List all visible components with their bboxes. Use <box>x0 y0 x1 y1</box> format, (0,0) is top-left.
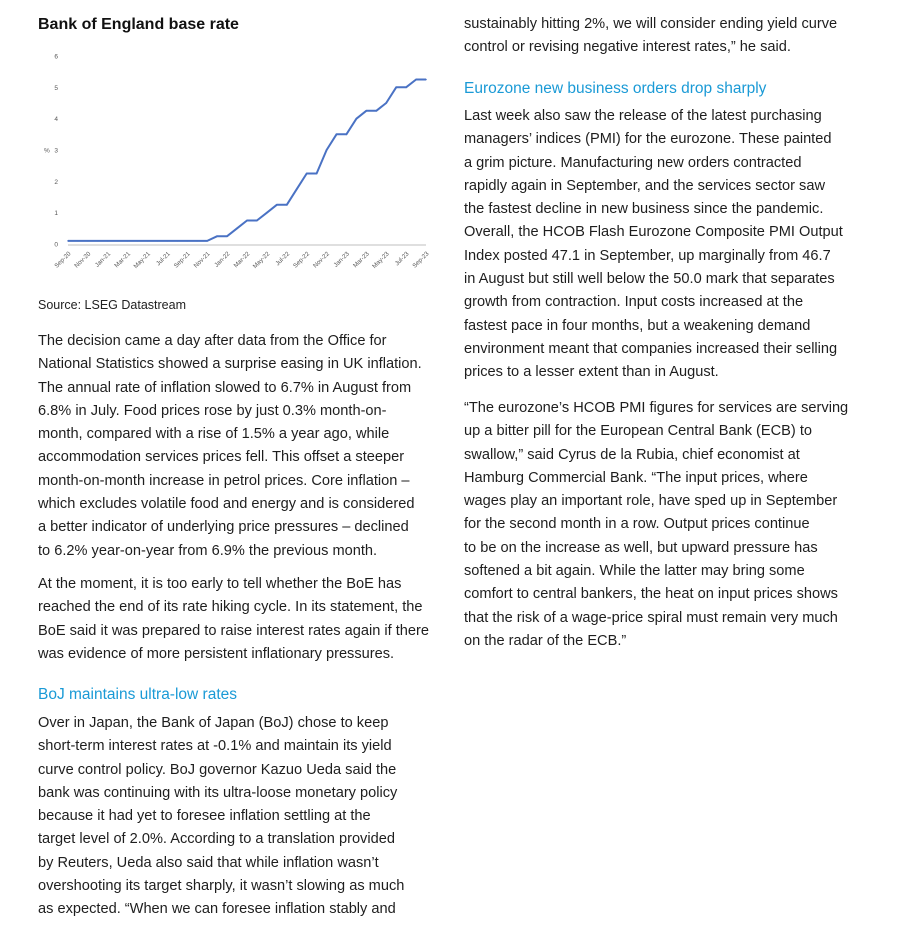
data-point <box>77 240 79 242</box>
paragraph <box>464 13 884 60</box>
text-line: softened a bit again. While the latter may bring some <box>464 563 805 580</box>
data-point <box>236 228 238 230</box>
data-point <box>266 212 268 214</box>
x-tick-label: Mar-21 <box>113 250 133 270</box>
text-line: environment meant that companies increased their selling <box>464 340 838 357</box>
text-line: a better indicator of underlying price pressures – declined <box>38 519 409 536</box>
x-tick-label: Sep-23 <box>411 250 431 270</box>
data-point <box>167 240 169 242</box>
text-line: rapidly again in September, and the services sector saw <box>464 177 825 194</box>
x-tick-label: Mar-23 <box>351 250 371 270</box>
data-point <box>97 240 99 242</box>
text-line: accommodation services prices fell. This offset a steeper <box>38 449 405 466</box>
x-tick-label: Sep-22 <box>292 250 312 270</box>
x-tick-label: Nov-20 <box>73 250 93 270</box>
text-line: as expected. “When we can foresee inflation stably and <box>38 901 396 918</box>
data-point <box>177 240 179 242</box>
data-point <box>206 240 208 242</box>
paragraph <box>38 712 442 922</box>
text-line: National Statistics showed a surprise easing in UK inflation. <box>38 356 422 373</box>
data-point <box>246 220 248 222</box>
data-point <box>127 240 129 242</box>
text-line: reached the end of its rate hiking cycle. In its statement, the <box>38 599 423 616</box>
chart-svg <box>38 44 438 284</box>
text-line: wages play an important role, have sped up in September <box>464 493 838 510</box>
text-line: overshooting its target sharply, it wasn’t slowing as much <box>38 878 405 895</box>
series-line-base-rate <box>68 80 426 241</box>
x-tick-label: May-23 <box>371 250 391 271</box>
section-heading-boj: BoJ maintains ultra-low rates <box>38 686 237 703</box>
section-heading-eurozone: Eurozone new business orders drop sharply <box>464 80 767 97</box>
text-line: Over in Japan, the Bank of Japan (BoJ) chose to keep <box>38 715 389 731</box>
text-line: bank was continuing with its ultra-loose monetary policy <box>38 784 398 801</box>
text-line: month-on-month increase in petrol prices. Core inflation – <box>38 472 410 489</box>
paragraph <box>464 397 884 653</box>
x-tick-label: Nov-22 <box>311 250 331 270</box>
data-point <box>326 149 328 151</box>
data-point <box>336 134 338 136</box>
text-line: in August but still well below the 50.0 mark that separates <box>464 271 835 288</box>
text-line: the fastest decline in new business since the pandemic. <box>464 201 824 218</box>
text-line: fastest pace in four months, but a weakening demand <box>464 317 811 334</box>
data-point <box>67 240 69 242</box>
y-tick-label: 0 <box>54 241 58 249</box>
text-line: growth from contraction. Input costs increased at the <box>464 294 804 311</box>
data-point <box>276 204 278 206</box>
y-tick-label: 5 <box>54 84 58 92</box>
data-point <box>306 173 308 175</box>
text-line: target level of 2.0%. According to a translation provided <box>38 831 395 848</box>
data-point <box>137 240 139 242</box>
data-point <box>395 87 397 89</box>
data-point <box>366 110 368 112</box>
text-line: which excludes volatile food and energy and is considered <box>38 496 415 513</box>
text-line: Last week also saw the release of the latest purchasing <box>464 108 822 124</box>
text-line: that the risk of a wage-price spiral must remain very much <box>464 609 838 626</box>
x-tick-label: Mar-22 <box>232 250 252 270</box>
y-axis-label: % <box>44 147 50 155</box>
text-line: to be on the increase as well, but upward pressure has <box>464 539 818 556</box>
text-line: “The eurozone’s HCOB PMI figures for services are serving <box>464 400 849 416</box>
text-line: Index posted 47.1 in September, up marginally from 46.7 <box>464 247 831 264</box>
data-point <box>296 188 298 190</box>
eurozone-section <box>464 80 884 98</box>
data-point <box>286 204 288 206</box>
text-line: comfort to central bankers, the heat on input prices shows <box>464 586 838 603</box>
y-tick-label: 4 <box>54 116 58 124</box>
y-tick-label: 2 <box>54 178 58 186</box>
text-line: Overall, the HCOB Flash Eurozone Composite PMI Output <box>464 224 843 241</box>
data-point <box>256 220 258 222</box>
paragraph <box>38 330 442 563</box>
data-point <box>196 240 198 242</box>
data-point <box>346 134 348 136</box>
text-line: BoE said it was prepared to raise interest rates again if there <box>38 622 429 639</box>
data-point <box>187 240 189 242</box>
x-tick-label: Sep-20 <box>53 250 73 270</box>
data-point <box>117 240 119 242</box>
data-point <box>405 87 407 89</box>
text-line: swallow,” said Cyrus de la Rubia, chief economist at <box>464 446 800 463</box>
y-tick-label: 1 <box>54 210 58 218</box>
text-line: Hamburg Commercial Bank. “The input prices, where <box>464 469 808 486</box>
text-line: because it had yet to foresee inflation settling at the <box>38 808 371 825</box>
text-line: prices to a lesser extent than in August. <box>464 364 719 381</box>
data-point <box>356 118 358 120</box>
x-tick-label: Jan-23 <box>332 250 351 269</box>
text-line: sustainably hitting 2%, we will consider ending yield curve <box>464 16 838 32</box>
base-rate-chart <box>38 44 438 284</box>
text-line: At the moment, it is too early to tell whether the BoE has <box>38 576 402 592</box>
text-line: curve control policy. BoJ governor Kazuo Ueda said the <box>38 761 397 778</box>
data-point <box>87 240 89 242</box>
text-line: managers’ indices (PMI) for the eurozone. These painted <box>464 131 832 148</box>
x-tick-label: May-22 <box>251 250 272 271</box>
data-point <box>157 240 159 242</box>
right-intro <box>464 13 884 60</box>
text-line: up a bitter pill for the European Central Bank (ECB) to <box>464 423 812 440</box>
x-tick-label: Jul-21 <box>154 250 172 268</box>
data-point <box>226 235 228 237</box>
data-point <box>216 235 218 237</box>
x-tick-label: Sep-21 <box>172 250 192 270</box>
text-line: by Reuters, Ueda also said that while inflation wasn’t <box>38 854 379 871</box>
chart-source: Source: LSEG Datastream <box>38 298 186 312</box>
paragraph <box>38 573 442 666</box>
x-tick-label: Jul-22 <box>274 250 292 268</box>
text-line: was evidence of more persistent inflationary pressures. <box>38 645 395 662</box>
data-point <box>425 79 427 81</box>
boj-paragraph <box>38 712 442 922</box>
x-tick-label: Jul-23 <box>393 250 411 268</box>
text-line: control or revising negative interest rates,” he said. <box>464 39 791 56</box>
y-tick-label: 6 <box>54 53 58 61</box>
text-line: a grim picture. Manufacturing new orders contracted <box>464 154 802 171</box>
chart-title: Bank of England base rate <box>38 16 239 33</box>
boj-section <box>38 686 442 704</box>
data-point <box>375 110 377 112</box>
text-line: 6.8% in July. Food prices rose by just 0.3% month-on- <box>38 402 387 419</box>
text-line: on the radar of the ECB.” <box>464 632 627 649</box>
data-point <box>385 102 387 104</box>
text-line: month, compared with a rise of 1.5% a year ago, while <box>38 426 390 443</box>
right-paragraph-2 <box>464 397 884 653</box>
x-tick-label: Nov-21 <box>192 250 212 270</box>
data-point <box>415 79 417 81</box>
data-point <box>316 173 318 175</box>
right-paragraph-1 <box>464 105 884 385</box>
x-tick-label: May-21 <box>132 250 152 271</box>
x-tick-label: Jan-21 <box>93 250 113 269</box>
left-paragraph-2 <box>38 573 442 666</box>
paragraph <box>464 105 884 385</box>
left-paragraph-1 <box>38 330 442 563</box>
text-line: The decision came a day after data from the Office for <box>38 333 387 349</box>
text-line: to 6.2% year-on-year from 6.9% the previous month. <box>38 542 378 559</box>
data-point <box>147 240 149 242</box>
data-point <box>107 240 109 242</box>
text-line: short-term interest rates at -0.1% and maintain its yield <box>38 738 392 755</box>
text-line: for the second month in a row. Output prices continue <box>464 516 810 533</box>
x-tick-label: Jan-22 <box>213 250 232 269</box>
text-line: The annual rate of inflation slowed to 6.7% in August from <box>38 379 412 396</box>
y-tick-label: 3 <box>54 147 58 155</box>
